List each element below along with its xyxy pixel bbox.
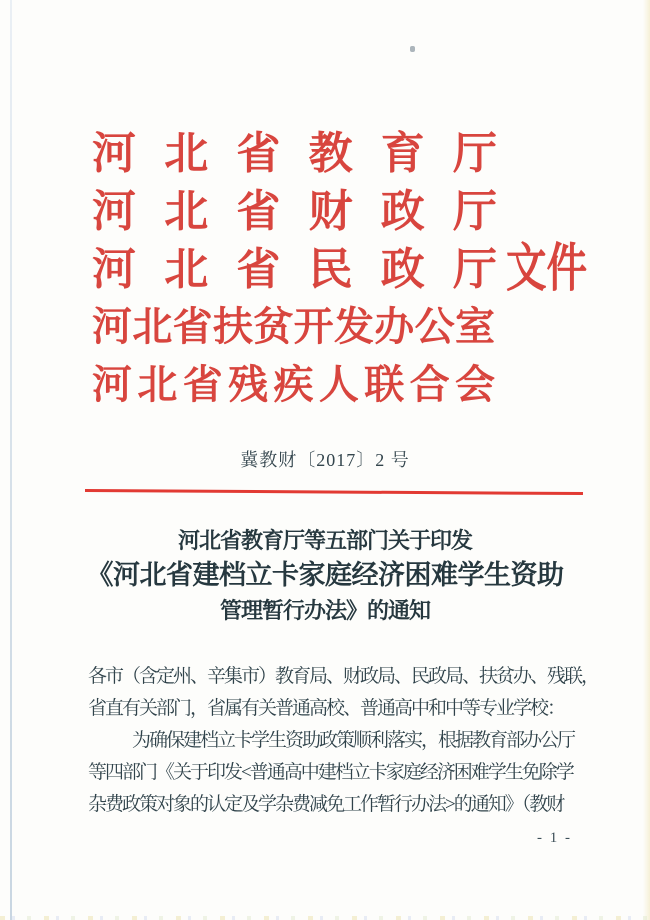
letterhead-lines xyxy=(92,120,497,410)
org-name-line-2: 河 北 省 财 政 厅 xyxy=(92,187,497,236)
scan-speck xyxy=(410,46,415,52)
body-line-4: 等四部门《关于印发<普通高中建档立卡家庭经济困难学生免除学 xyxy=(88,762,573,783)
document-body xyxy=(88,661,603,821)
org-name-line-1: 河 北 省 教 育 厅 xyxy=(92,129,497,178)
body-line-3: 为确保建档立卡学生资助政策顺利落实，根据教育部办公厅 xyxy=(132,730,575,751)
body-line-5: 杂费政策对象的认定及学杂费减免工作暂行办法>的通知》（教财 xyxy=(88,794,564,815)
page-number: - 1 - xyxy=(537,830,572,846)
org-name-line-4: 河 北 省 扶 贫 开 发 办 公 室 xyxy=(92,303,495,349)
org-name-line-3: 河 北 省 民 政 厅 xyxy=(92,245,497,294)
doc-number: 冀教财〔2017〕2 号 xyxy=(240,450,410,470)
red-divider-line xyxy=(85,489,583,495)
scan-noise-band xyxy=(0,916,650,920)
doc-type-label: 文件 xyxy=(506,241,588,298)
body-line-1: 各市（含定州、辛集市）教育局、财政局、民政局、扶贫办、残联， xyxy=(88,666,599,687)
title-line-3: 管理暂行办法》的通知 xyxy=(219,598,430,623)
title-line-2: 《河北省建档立卡家庭经济困难学生资助 xyxy=(86,560,564,590)
document-title xyxy=(0,523,650,628)
body-line-2: 省直有关部门，省属有关普通高校、普通高中和中等专业学校： xyxy=(88,698,565,719)
org-name-line-5: 河 北 省 残 疾 人 联 合 会 xyxy=(92,361,495,407)
title-line-1: 河北省教育厅等五部门关于印发 xyxy=(177,528,472,553)
